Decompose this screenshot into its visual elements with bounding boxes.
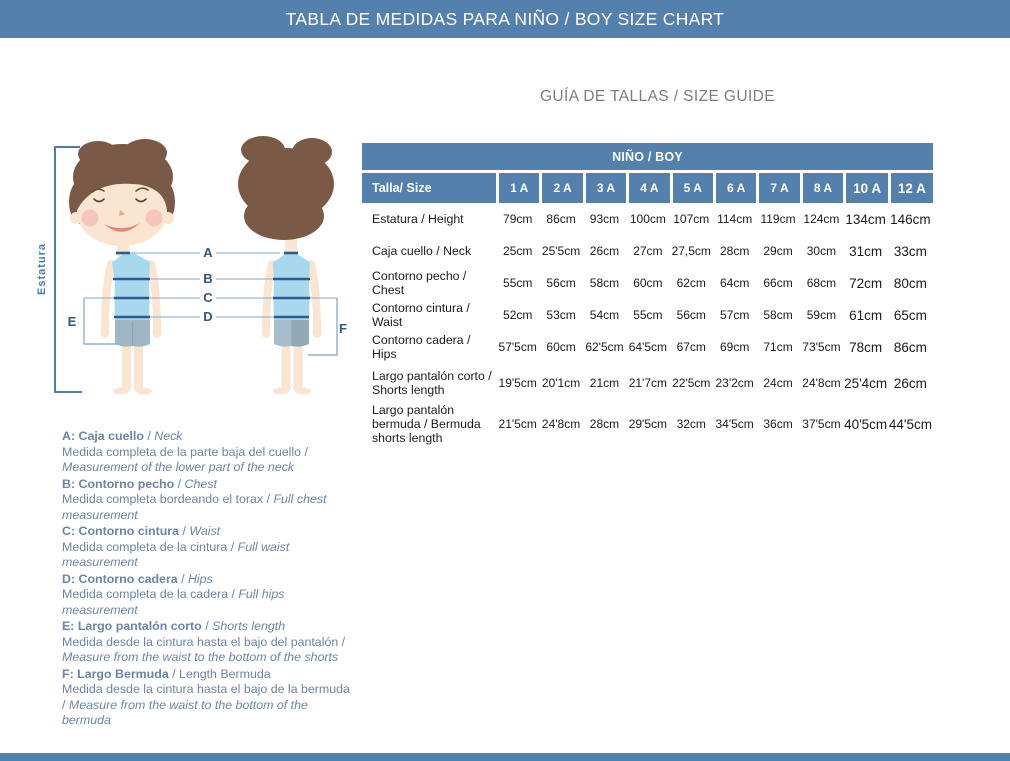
legend-item	[62, 429, 356, 476]
cell: 26cm	[893, 375, 927, 391]
boy-diagram-svg	[28, 132, 368, 432]
legend-desc: Medida completa de la cadera / Full hips measurement	[62, 587, 285, 617]
legend-item	[62, 524, 356, 571]
column-header: 8 A	[800, 173, 843, 203]
back-hand-right	[313, 326, 322, 338]
cell: 107cm	[673, 212, 710, 226]
cell: 21'7cm	[628, 376, 668, 390]
section-title: GUÍA DE TALLAS / SIZE GUIDE	[539, 88, 776, 105]
front-tank-top	[112, 252, 150, 320]
cell: 23'2cm	[715, 376, 754, 390]
marker-d: D	[203, 309, 213, 324]
cell: 62cm	[676, 276, 706, 290]
cell: 37'5cm	[802, 417, 841, 431]
cell: 72cm	[849, 275, 883, 291]
boy-back-figure	[238, 136, 334, 395]
column-header: 4 A	[626, 173, 669, 203]
cell: 34'5cm	[715, 417, 754, 431]
cell: 21'5cm	[498, 417, 537, 431]
cell: 62'5cm	[585, 340, 624, 354]
cell: 71cm	[763, 340, 793, 354]
row-label: Contorno pecho / Chest	[372, 269, 467, 297]
legend-term: A: Caja cuello / Neck	[62, 429, 183, 443]
row-label: Caja cuello / Neck	[372, 244, 472, 258]
cell: 57'5cm	[498, 340, 537, 354]
cell: 28cm	[719, 244, 750, 258]
cell: 64'5cm	[628, 340, 668, 354]
cell: 22'5cm	[672, 376, 711, 390]
cell: 29cm	[763, 244, 793, 258]
back-shorts-left	[274, 320, 292, 347]
cell: 86cm	[893, 339, 927, 355]
cell: 24'8cm	[541, 417, 581, 431]
cell: 52cm	[503, 308, 533, 322]
cell: 19'5cm	[498, 376, 537, 390]
legend-desc: Medida completa de la parte baja del cuello / Measurement of the lower part of the neck	[62, 444, 308, 474]
footer-bar	[0, 753, 1010, 761]
cell: 21cm	[589, 376, 620, 390]
title-bar	[0, 0, 1010, 38]
column-header: 1 A	[496, 173, 539, 203]
cell: 68cm	[806, 276, 837, 290]
column-header: 2 A	[539, 173, 582, 203]
cell: 25cm	[503, 244, 533, 258]
front-foot-right	[136, 388, 152, 395]
back-foot-right	[295, 388, 311, 395]
cell: 64cm	[719, 276, 750, 290]
cell: 28cm	[589, 417, 620, 431]
row-label: Largo pantalón bermuda / Bermuda shorts length	[372, 403, 481, 445]
front-hand-right	[153, 326, 162, 338]
back-shorts-right	[292, 320, 310, 347]
cell: 44'5cm	[888, 416, 932, 432]
legend-item	[62, 572, 356, 619]
row-label: Contorno cadera / Hips	[372, 333, 471, 361]
table-row	[362, 267, 933, 299]
page-title: TABLA DE MEDIDAS PARA NIÑO / BOY SIZE CHART	[285, 8, 725, 29]
cell: 93cm	[589, 212, 620, 226]
cell: 29'5cm	[628, 417, 668, 431]
cell: 55cm	[633, 308, 663, 322]
cell: 58cm	[589, 276, 620, 290]
legend-term: B: Contorno pecho / Chest	[62, 476, 217, 491]
marker-c: C	[203, 290, 213, 305]
cell: 25'4cm	[844, 375, 888, 391]
cell: 55cm	[503, 276, 533, 290]
cell: 58cm	[763, 308, 793, 322]
cell: 31cm	[849, 243, 883, 259]
column-header: 6 A	[713, 173, 756, 203]
front-cheek-right	[146, 210, 163, 227]
column-header: 7 A	[756, 173, 799, 203]
table-row	[362, 203, 933, 235]
cell: 24'8cm	[802, 376, 841, 390]
cell: 67cm	[676, 340, 706, 354]
cell: 30cm	[806, 244, 837, 258]
legend-item	[62, 667, 356, 729]
marker-a: A	[203, 245, 213, 260]
cell: 79cm	[503, 212, 533, 226]
cell: 61cm	[849, 307, 883, 323]
cell: 54cm	[589, 308, 620, 322]
cell: 40'5cm	[844, 416, 888, 432]
boy-front-figure	[69, 139, 175, 395]
cell: 57cm	[719, 308, 750, 322]
legend-term: E: Largo pantalón corto / Shorts length	[62, 619, 286, 633]
column-header: 10 A	[843, 173, 888, 203]
cell: 26cm	[589, 244, 620, 258]
column-header-size: Talla/ Size	[362, 173, 496, 203]
cell: 27cm	[633, 244, 663, 258]
cell: 27,5cm	[671, 244, 711, 258]
estatura-label: Estatura	[36, 242, 48, 296]
back-hand-left	[262, 326, 271, 338]
back-tank-top	[273, 253, 310, 320]
back-foot-left	[273, 388, 289, 395]
front-hand-left	[101, 326, 110, 338]
cell: 73'5cm	[802, 340, 841, 354]
cell: 33cm	[893, 243, 927, 259]
column-header: 3 A	[583, 173, 626, 203]
legend-term: D: Contorno cadera / Hips	[62, 571, 213, 586]
table-row	[362, 331, 933, 363]
cell: 32cm	[676, 417, 706, 431]
cell: 134cm	[845, 211, 886, 227]
cell: 100cm	[629, 212, 666, 226]
table-group-header: NIÑO / BOY	[362, 143, 933, 170]
cell: 86cm	[546, 212, 576, 226]
legend-desc: Medida completa bordeando el torax / Full chest measurement	[62, 492, 327, 522]
cell: 146cm	[890, 211, 931, 227]
size-table	[362, 143, 933, 443]
cell: 114cm	[717, 212, 753, 226]
back-arm-left	[266, 264, 272, 328]
table-row	[362, 299, 933, 331]
marker-f: F	[339, 321, 347, 336]
front-arm-right	[151, 264, 157, 328]
table-row	[362, 363, 933, 403]
legend-desc: Medida completa de la cintura / Full waist measurement	[62, 539, 290, 569]
legend-term: C: Contorno cintura / Waist	[62, 524, 221, 538]
row-label: Largo pantalón corto / Shorts length	[372, 369, 492, 397]
front-arm-left	[105, 264, 111, 328]
cell: 20'1cm	[541, 376, 581, 390]
cell: 25'5cm	[541, 244, 581, 258]
measurement-legend	[62, 429, 356, 730]
legend-item	[62, 619, 356, 666]
cell: 56cm	[676, 308, 706, 322]
cell: 56cm	[546, 276, 576, 290]
table-row	[362, 235, 933, 267]
cell: 53cm	[546, 308, 576, 322]
legend-item	[62, 477, 356, 524]
cell: 80cm	[893, 275, 927, 291]
cell: 60cm	[633, 276, 663, 290]
legend-desc: Medida desde la cintura hasta el bajo del pantalón / Measure from the waist to the bottom of the shorts	[62, 634, 346, 664]
cell: 69cm	[719, 340, 750, 354]
cell: 59cm	[806, 308, 837, 322]
cell: 124cm	[803, 212, 840, 226]
shorts-length-bracket-e	[84, 298, 118, 344]
marker-b: B	[203, 271, 213, 286]
legend-term: F: Largo Bermuda / Length Bermuda	[62, 666, 271, 681]
cell: 66cm	[763, 276, 793, 290]
front-cheek-left	[82, 210, 99, 227]
column-header: 5 A	[670, 173, 713, 203]
bermuda-length-bracket-f	[308, 298, 337, 355]
cell: 65cm	[893, 307, 927, 323]
cell: 60cm	[546, 340, 576, 354]
back-arm-right	[311, 264, 317, 328]
front-foot-left	[113, 388, 129, 395]
table-row	[362, 403, 933, 443]
table-header-row	[362, 173, 933, 203]
column-header: 12 A	[888, 173, 933, 203]
legend-desc: Medida desde la cintura hasta el bajo de la bermuda / Measure from the waist to the bottom of the bermuda	[62, 682, 350, 727]
row-label: Estatura / Height	[372, 212, 464, 226]
boy-measurement-diagram	[28, 132, 368, 432]
marker-e: E	[67, 314, 77, 329]
cell: 78cm	[849, 339, 883, 355]
cell: 24cm	[763, 376, 793, 390]
cell: 119cm	[760, 212, 796, 226]
row-label: Contorno cintura / Waist	[372, 301, 470, 329]
cell: 36cm	[763, 417, 793, 431]
